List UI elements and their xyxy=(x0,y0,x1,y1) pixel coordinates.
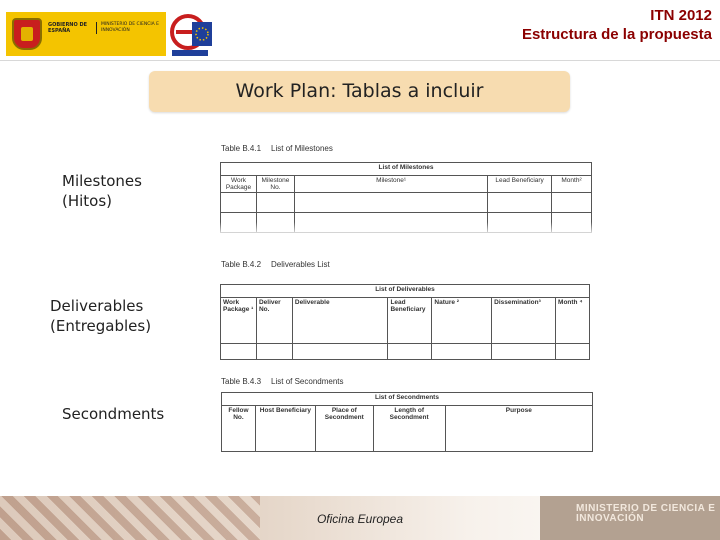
table-row xyxy=(221,193,592,213)
oficina-europea-logo xyxy=(168,12,214,58)
milestones-label-line1: Milestones xyxy=(62,172,142,190)
header-title xyxy=(522,6,712,44)
column-header: Month² xyxy=(552,176,592,193)
column-header: Host Beneficiary xyxy=(255,406,315,452)
column-header: Dissemination³ xyxy=(492,298,556,344)
column-header: Work Package ¹ xyxy=(221,298,257,344)
column-header: Length of Secondment xyxy=(373,406,445,452)
column-header: Lead Beneficiary xyxy=(388,298,432,344)
header-divider xyxy=(0,60,720,61)
footer-banner xyxy=(0,496,720,540)
secondments-table-caption xyxy=(221,377,354,386)
caption-number: Table B.4.1 xyxy=(221,144,262,153)
column-header: Deliver No. xyxy=(256,298,292,344)
caption-number: Table B.4.2 xyxy=(221,260,262,269)
milestones-label xyxy=(62,171,142,211)
milestones-label-line2: (Hitos) xyxy=(62,192,113,210)
column-header: Milestone No. xyxy=(256,176,294,193)
caption-text: List of Secondments xyxy=(271,377,344,386)
milestones-table-caption xyxy=(221,144,343,153)
column-header: Deliverable xyxy=(292,298,388,344)
secondments-table xyxy=(221,392,593,452)
footer-label: Oficina Europea xyxy=(316,512,404,526)
deliverables-label xyxy=(50,296,151,336)
deliverables-table xyxy=(220,284,590,360)
column-header: Nature ² xyxy=(432,298,492,344)
table-top-header: List of Milestones xyxy=(221,163,592,176)
column-header: Month ⁴ xyxy=(556,298,590,344)
table-row xyxy=(221,344,590,360)
deliverables-table-caption xyxy=(221,260,340,269)
secondments-label xyxy=(62,404,164,424)
secondments-label-line1: Secondments xyxy=(62,405,165,423)
government-logo xyxy=(6,12,166,56)
caption-text: List of Milestones xyxy=(271,144,333,153)
footer-ministry-text: MINISTERIO DE CIENCIA E INNOVACIÓN xyxy=(576,503,716,524)
deliverables-label-line1: Deliverables xyxy=(50,297,144,315)
column-header: Fellow No. xyxy=(222,406,256,452)
column-header: Lead Beneficiary xyxy=(488,176,552,193)
table-top-header: List of Deliverables xyxy=(221,285,590,298)
table-top-header: List of Secondments xyxy=(222,393,593,406)
gov-logo-text: GOBIERNO DE ESPAÑA xyxy=(48,22,88,34)
column-header: Purpose xyxy=(445,406,592,452)
column-header: Work Package xyxy=(221,176,257,193)
column-header: Place of Secondment xyxy=(315,406,373,452)
column-header: Milestone¹ xyxy=(294,176,487,193)
slide-title: Work Plan: Tablas a incluir xyxy=(149,71,570,112)
coat-of-arms-icon xyxy=(12,18,42,50)
header-title-line1: ITN 2012 xyxy=(650,7,712,24)
caption-number: Table B.4.3 xyxy=(221,377,262,386)
table-fade xyxy=(218,222,596,236)
ministry-logo-text: MINISTERIO DE CIENCIA E INNOVACIÓN xyxy=(96,22,160,34)
header-title-line2: Estructura de la propuesta xyxy=(521,26,712,43)
caption-text: Deliverables List xyxy=(271,260,330,269)
deliverables-label-line2: (Entregables) xyxy=(50,317,152,335)
